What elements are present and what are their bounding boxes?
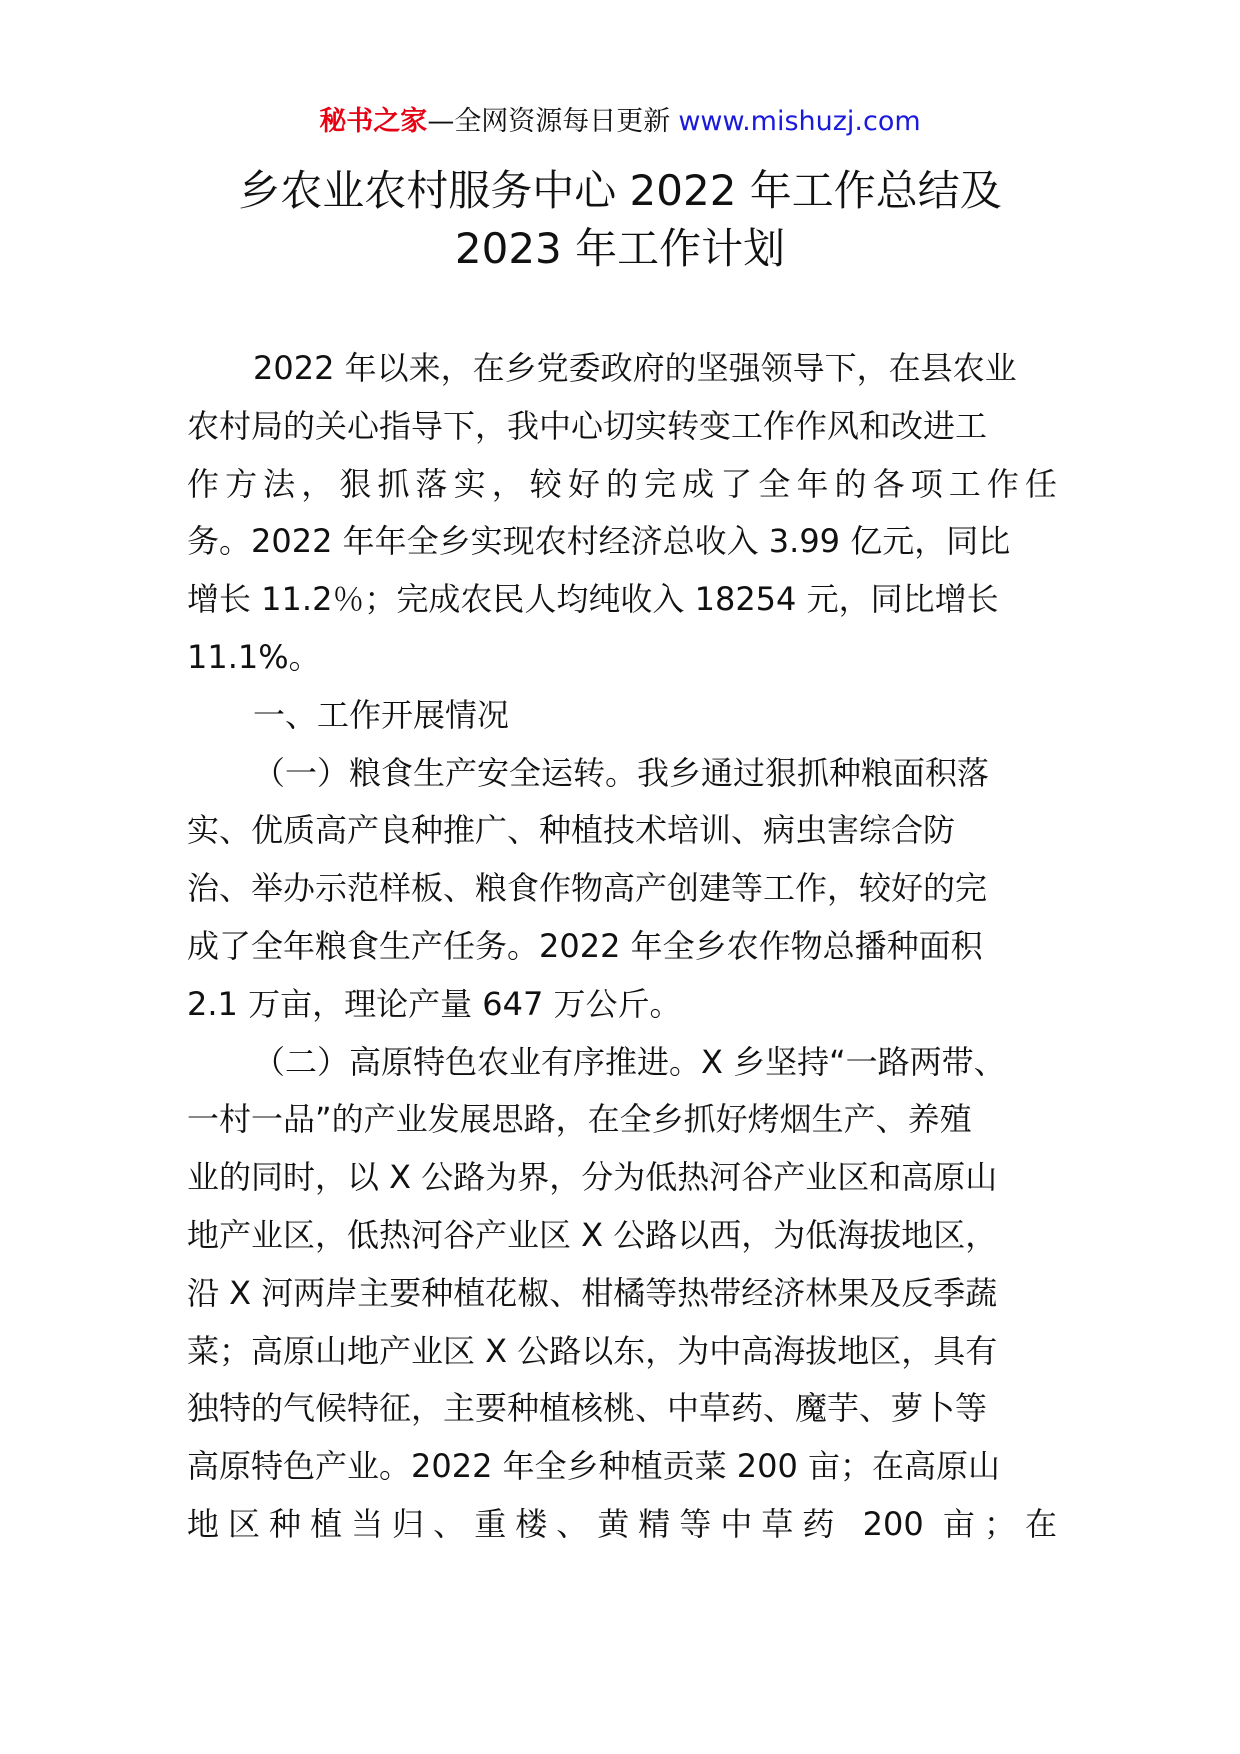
- watermark-brand: 秘书之家: [319, 106, 428, 137]
- body-line: 成了全年粮食生产任务。2022 年全乡农作物总播种面积: [187, 926, 983, 965]
- body-line: 11.1%。: [187, 637, 321, 676]
- body-line: 一村一品”的产业发展思路，在全乡抓好烤烟生产、养殖: [187, 1100, 972, 1139]
- watermark-url[interactable]: www.mishuzj.com: [678, 106, 921, 137]
- body-line: 业的同时，以 X 公路为界，分为低热河谷产业区和高原山: [187, 1158, 998, 1197]
- body-line: 2022 年以来，在乡党委政府的坚强领导下，在县农业: [253, 349, 1017, 387]
- body-line: 沿 X 河两岸主要种植花椒、柑橘等热带经济林果及反季蔬: [187, 1273, 998, 1312]
- watermark-banner: [0, 104, 1240, 140]
- title-line-2: 2023 年工作计划: [454, 224, 786, 273]
- title-line-1: 乡农业农村服务中心 2022 年工作总结及: [238, 166, 1002, 215]
- body-line: 治、举办示范样板、粮食作物高产创建等工作，较好的完: [187, 869, 988, 908]
- body-line: 务。2022 年年全乡实现农村经济总收入 3.99 亿元，同比: [187, 522, 1011, 561]
- body-line: 增长 11.2％；完成农民人均纯收入 18254 元，同比增长: [187, 580, 999, 619]
- body-line: 农村局的关心指导下，我中心切实转变工作作风和改进工: [187, 406, 988, 445]
- body-line: （一）粮食生产安全运转。我乡通过狠抓种粮面积落: [253, 753, 990, 792]
- watermark-separator: —: [427, 106, 455, 137]
- document-body: [187, 340, 1057, 1554]
- body-line: 地产业区，低热河谷产业区 X 公路以西，为低海拔地区，: [187, 1215, 998, 1254]
- watermark-tagline: 全网资源每日更新: [454, 106, 671, 137]
- section-heading: 一、工作开展情况: [253, 695, 510, 734]
- document-title: [100, 162, 1140, 278]
- body-line: 地区种植当归、重楼、黄精等中草药 200 亩；在: [187, 1504, 1057, 1543]
- body-line: 2.1 万亩，理论产量 647 万公斤。: [187, 984, 682, 1023]
- body-line: 菜；高原山地产业区 X 公路以东，为中高海拔地区，具有: [187, 1331, 998, 1370]
- body-line: 高原特色产业。2022 年全乡种植贡菜 200 亩；在高原山: [187, 1447, 1001, 1486]
- body-line: 实、优质高产良种推广、种植技术培训、病虫害综合防: [187, 811, 956, 850]
- body-line: 作方法，狠抓落实，较好的完成了全年的各项工作任: [187, 464, 1057, 503]
- body-line: 独特的气候特征，主要种植核桃、中草药、魔芋、萝卜等: [187, 1389, 988, 1428]
- body-line: （二）高原特色农业有序推进。X 乡坚持“一路两带、: [253, 1042, 1006, 1081]
